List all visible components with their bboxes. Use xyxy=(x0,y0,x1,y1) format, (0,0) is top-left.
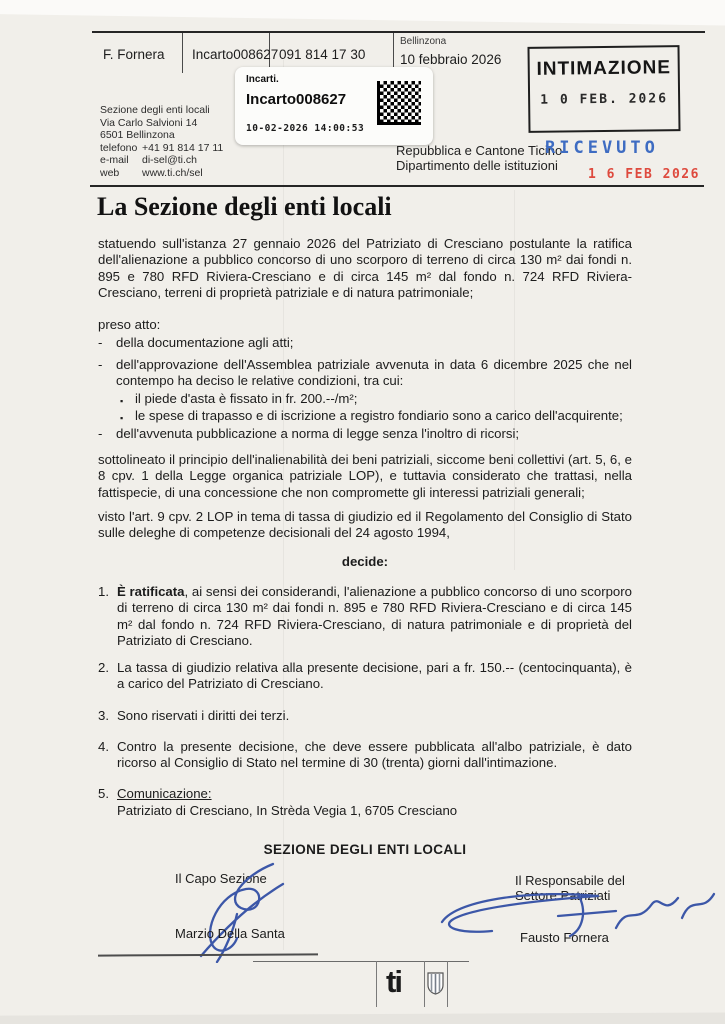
canton-line2: Dipartimento delle istituzioni xyxy=(396,158,558,173)
dash-bullet: - xyxy=(98,426,103,441)
sub-list-item-text: il piede d'asta è fissato in fr. 200.--/m²; xyxy=(135,391,358,406)
item-number: 5. xyxy=(98,786,109,801)
ticino-coat-of-arms-icon xyxy=(427,972,444,995)
item-number: 1. xyxy=(98,584,109,599)
preso-atto-label: preso atto: xyxy=(98,317,161,332)
header-rule xyxy=(92,31,705,33)
sub-list-item xyxy=(120,391,632,409)
header-place: Bellinzona xyxy=(400,36,447,47)
datamatrix-barcode-icon xyxy=(377,81,421,125)
contact-label: telefono xyxy=(100,141,138,154)
contact-value: www.ti.ch/sel xyxy=(142,166,203,179)
paragraph-statuendo: statuendo sull'istanza 27 gennaio 2026 del Patriziato di Cresciano postulante la ratifica dell'alienazione a pubblico concorso di uno scorporo di terreno di circa 130 m² dai fondi n. 895 e 780 RFD Riviera-Cresciano e di circa 145 m² dal fondo n. 724 RFD Riviera-Cresciano, terreni di proprietà patriziale e di natura patrimoniale; xyxy=(98,236,632,301)
decision-item xyxy=(98,660,632,693)
document-title: La Sezione degli enti locali xyxy=(97,192,392,221)
decision-text xyxy=(117,584,632,650)
list-item-text: dell'avvenuta pubblicazione a norma di legge senza l'inoltro di ricorsi; xyxy=(116,426,520,441)
signature-heading: SEZIONE DEGLI ENTI LOCALI xyxy=(263,842,467,857)
left-signer-role: Il Capo Sezione xyxy=(175,871,267,886)
intimazione-stamp xyxy=(527,45,680,133)
header-case-number: Incarto008627 xyxy=(192,47,279,62)
contact-value: +41 91 814 17 11 xyxy=(142,141,224,154)
sender-name: Sezione degli enti locali xyxy=(100,104,210,116)
decision-text: Sono riservati i diritti dei terzi. xyxy=(117,708,290,723)
ricevuto-stamp-date: 1 6 FEB 2026 xyxy=(588,167,700,182)
footer-divider xyxy=(376,961,377,1007)
canton-line1: Repubblica e Cantone Ticino xyxy=(396,143,563,158)
decision-item xyxy=(98,708,632,724)
decision-item xyxy=(98,584,632,650)
item-number: 2. xyxy=(98,660,109,675)
item-number: 4. xyxy=(98,739,109,754)
header-author: F. Fornera xyxy=(103,47,165,62)
header-phone: 091 814 17 30 xyxy=(279,47,366,62)
footer-rule xyxy=(253,961,469,962)
right-signer-role-line1: Il Responsabile del xyxy=(515,873,625,888)
sender-email-row xyxy=(100,154,223,167)
list-item xyxy=(98,335,632,351)
sub-list-item-text: le spese di trapasso e di iscrizione a registro fondiario sono a carico dell'acquirente; xyxy=(135,408,623,423)
decision-text xyxy=(117,786,212,802)
list-item xyxy=(98,357,632,390)
right-signer-name: Fausto Fornera xyxy=(520,930,609,945)
decision-item xyxy=(98,739,632,772)
decision-item xyxy=(98,786,632,802)
item-number: 3. xyxy=(98,708,109,723)
sender-address-block xyxy=(100,104,223,180)
dash-bullet: - xyxy=(98,357,103,372)
paragraph-sottolineato: sottolineato il principio dell'inalienabilità dei beni patriziali, siccome beni collettivi (art. 5, 6, e 8 cpv. 1 della Legge organica patriziale LOP), e tuttavia considerato che trattasi, nella fattispecie, di una concessione che non compromette gli interessi patriziali generali; xyxy=(98,452,632,500)
ti-logo: ti xyxy=(386,964,401,999)
sticker-heading: Incarti. xyxy=(246,74,279,85)
square-bullet: ▪ xyxy=(120,396,124,406)
square-bullet: ▪ xyxy=(120,413,124,423)
decision-text: Contro la presente decisione, che deve essere pubblicata all'albo patriziale, è dato ricorso al Consiglio di Stato nel termine di 30 (trenta) giorni dall'intimazione. xyxy=(117,739,632,771)
sticker-code: Incarto008627 xyxy=(246,91,347,108)
decision-rest: , ai sensi dei considerandi, l'alienazione a pubblico concorso di uno scorporo di terreno di circa 130 m² dai fondi n. 895 e 780 RFD Riviera-Cresciano e di circa 145 m² dal fondo n. 724 RFD Riviera-Cresciano, di natura patrimoniale e di proprietà del Patriziato di Cresciano. xyxy=(117,584,632,649)
left-signer-name: Marzio Della Santa xyxy=(175,926,285,941)
sender-city: 6501 Bellinzona xyxy=(100,129,175,142)
scan-edge-top xyxy=(0,0,725,26)
sub-list-item xyxy=(120,408,632,426)
scan-edge-bottom xyxy=(0,1012,725,1024)
contact-value: di-sel@ti.ch xyxy=(142,154,198,167)
intimazione-stamp-date: 1 0 FEB. 2026 xyxy=(540,91,669,108)
title-rule xyxy=(90,185,704,187)
header-date: 10 febbraio 2026 xyxy=(400,52,502,67)
list-item-text: della documentazione agli atti; xyxy=(116,335,294,350)
footer-divider xyxy=(424,961,425,1007)
list-item xyxy=(98,426,632,442)
decide-label: decide: xyxy=(341,554,389,569)
signature-marzio-della-santa xyxy=(185,858,315,963)
comunicazione-address: Patriziato di Cresciano, In Strèda Vegia 1, 6705 Cresciano xyxy=(117,803,458,818)
sender-phone-row xyxy=(100,142,223,155)
header-divider xyxy=(182,33,183,73)
contact-label: e-mail xyxy=(100,154,129,167)
decision-bold-lead: È ratificata xyxy=(117,584,185,599)
ricevuto-stamp-title: RICEVUTO xyxy=(545,138,659,158)
incarti-sticker xyxy=(235,67,433,145)
intimazione-stamp-title: INTIMAZIONE xyxy=(536,57,672,80)
right-signer-role-line2: Settore Patriziati xyxy=(515,888,611,903)
comunicazione-label: Comunicazione: xyxy=(117,786,212,801)
sender-web-row xyxy=(100,167,223,180)
canton-block xyxy=(396,143,562,173)
dash-bullet: - xyxy=(98,335,103,350)
paragraph-visto: visto l'art. 9 cpv. 2 LOP in tema di tassa di giudizio ed il Regolamento del Consiglio di Stato sulle deleghe di competenze decisionali del 24 agosto 1994, xyxy=(98,509,632,541)
sticker-timestamp: 10-02-2026 14:00:53 xyxy=(246,123,365,134)
decision-text: La tassa di giudizio relativa alla presente decisione, pari a fr. 150.-- (centocinquanta), è a carico del Patriziato di Cresciano. xyxy=(117,660,632,692)
list-item-text: dell'approvazione dell'Assemblea patriziale avvenuta in data 6 dicembre 2025 che nel contempo ha deciso le relative condizioni, tra cui: xyxy=(116,357,632,389)
sender-street: Via Carlo Salvioni 14 xyxy=(100,116,198,129)
footer-divider xyxy=(447,961,448,1007)
contact-label: web xyxy=(100,166,120,179)
